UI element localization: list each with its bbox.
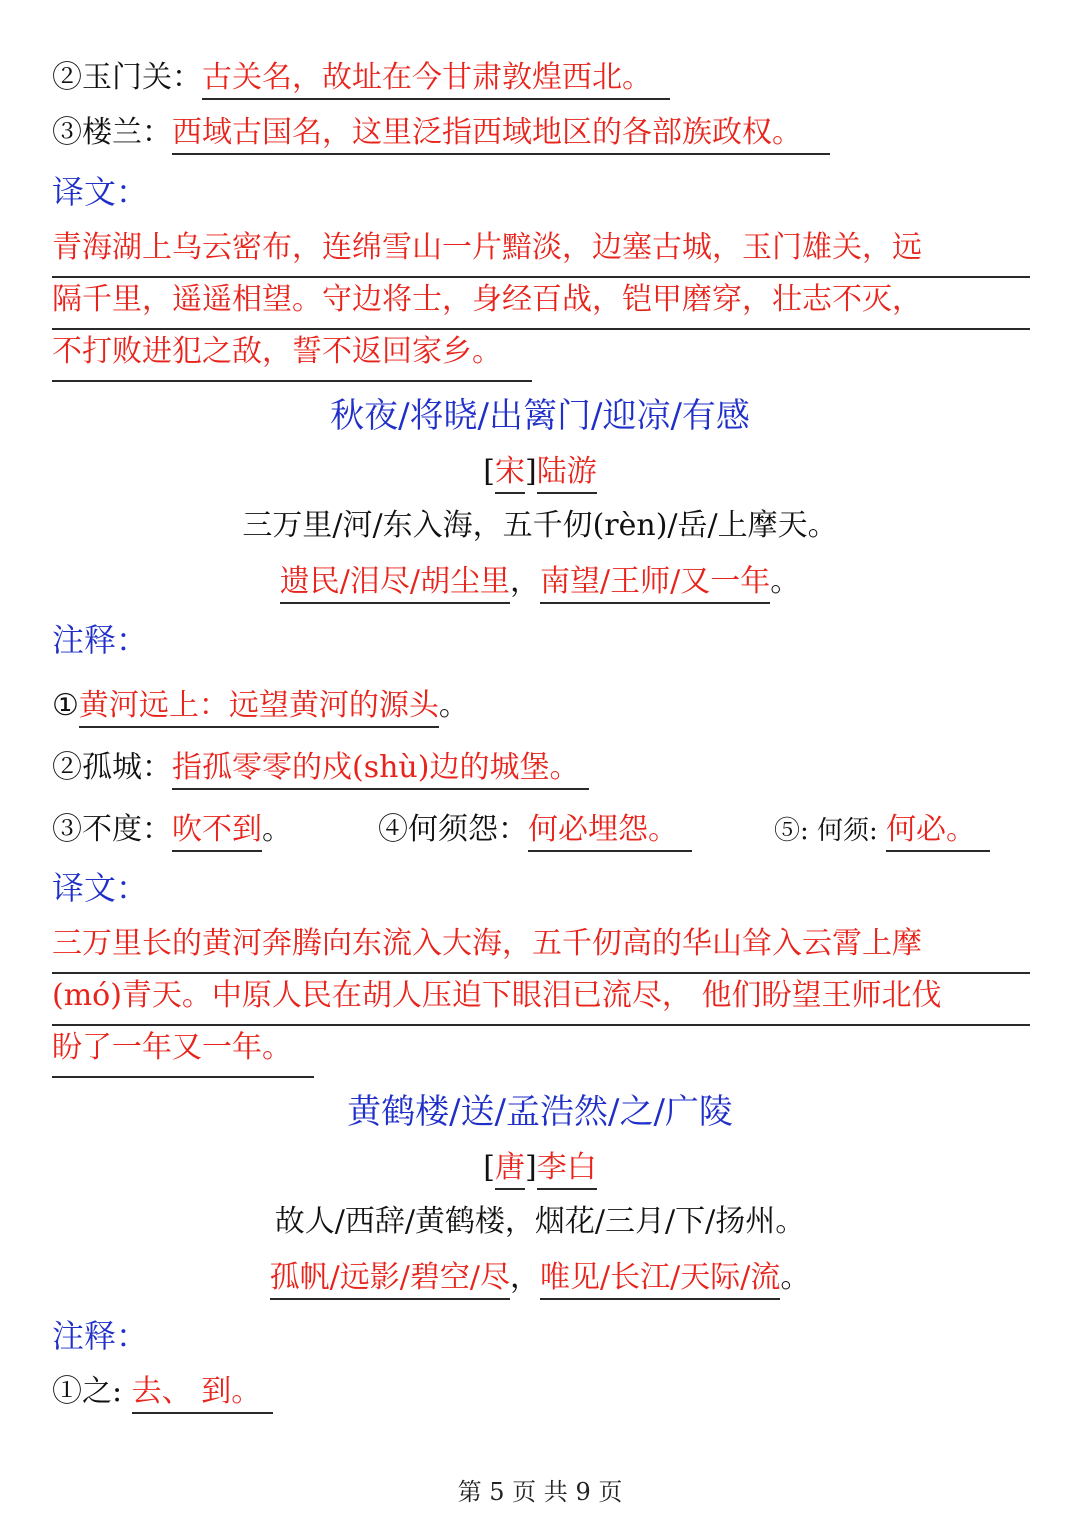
- notes-heading: 注释：: [52, 1317, 149, 1355]
- note-loulan: [52, 113, 1028, 155]
- poem-dynasty: 宋: [495, 453, 525, 494]
- note-label: ⑤: 何须:: [774, 816, 887, 846]
- note-label: ①之:: [52, 1374, 132, 1409]
- note-label: ②玉门关：: [52, 60, 202, 95]
- poem-line-1: 故人/西辞/黄鹤楼，烟花/三月/下/扬州。: [274, 1204, 806, 1239]
- note-text: 古关名，故址在今甘肃敦煌西北。: [202, 59, 670, 100]
- poem-line-1: 三万里/河/东入海，五千仞(rèn)/岳/上摩天。: [242, 508, 838, 543]
- poem-phrase: 遗民/泪尽/胡尘里: [280, 563, 510, 604]
- translation-text: 盼了一年又一年。: [52, 1030, 292, 1065]
- note-1: [52, 1372, 1028, 1414]
- translation-text: 不打败进犯之敌，誓不返回家乡。: [52, 334, 502, 369]
- translation-line: [52, 1026, 314, 1078]
- punctuation: ，: [510, 564, 540, 599]
- note-4: [378, 810, 692, 852]
- page-footer: 第 5 页 共 9 页: [457, 1478, 623, 1506]
- poem-author: [宋]陆游: [0, 452, 1080, 494]
- note-2: [52, 748, 1028, 790]
- note-label: ③楼兰：: [52, 115, 172, 150]
- note-5: [774, 810, 990, 852]
- note-3: [52, 810, 292, 852]
- note-text: 何必。: [886, 811, 990, 852]
- note-label: ①: [52, 688, 79, 723]
- note-text: 吹不到: [172, 811, 262, 852]
- translation-paragraph: [52, 922, 1030, 1078]
- poem-title: 秋夜/将晓/出篱门/迎凉/有感: [330, 396, 750, 436]
- note-label: ④何须怨：: [378, 812, 528, 847]
- note-1: [52, 686, 1028, 728]
- poem-line-2: [0, 562, 1080, 604]
- note-text: 指孤零零的戍(shù)边的城堡。: [172, 749, 589, 790]
- punctuation: ，: [510, 1260, 540, 1295]
- translation-text: 青海湖上乌云密布，连绵雪山一片黯淡，边塞古城，玉门雄关，远: [52, 230, 922, 265]
- note-text: 西域古国名，这里泛指西域地区的各部族政权。: [172, 114, 830, 155]
- poem-line-2: [0, 1258, 1080, 1300]
- translation-heading: 译文：: [52, 173, 149, 211]
- punctuation: 。: [262, 812, 292, 847]
- translation-text: 隔千里，遥遥相望。守边将士，身经百战，铠甲磨穿，壮志不灭，: [52, 282, 922, 317]
- translation-text: (mó)青天。中原人民在胡人压迫下眼泪已流尽， 他们盼望王师北伐: [52, 978, 942, 1013]
- poem-author: [唐]李白: [0, 1148, 1080, 1190]
- note-text: 何必埋怨。: [528, 811, 692, 852]
- punctuation: 。: [780, 1260, 811, 1295]
- translation-text: 三万里长的黄河奔腾向东流入大海，五千仞高的华山耸入云霄上摩: [52, 926, 922, 961]
- translation-line: [52, 974, 1030, 1026]
- poem-author-name: 陆游: [537, 453, 597, 494]
- translation-line: [52, 226, 1030, 278]
- poem-phrase: 南望/王师/又一年: [540, 563, 770, 604]
- punctuation: 。: [770, 564, 801, 599]
- note-text: 去、 到。: [132, 1373, 274, 1414]
- translation-paragraph: [52, 226, 1030, 382]
- poem-author-name: 李白: [537, 1149, 597, 1190]
- poem-dynasty: 唐: [495, 1149, 525, 1190]
- translation-line: [52, 278, 1030, 330]
- poem-phrase: 孤帆/远影/碧空/尽: [270, 1259, 510, 1300]
- note-yumenguan: [52, 58, 1028, 100]
- poem-title: 黄鹤楼/送/孟浩然/之/广陵: [347, 1092, 733, 1132]
- notes-heading: 注释：: [52, 621, 149, 659]
- punctuation: 。: [438, 688, 469, 723]
- poem-phrase: 唯见/长江/天际/流: [540, 1259, 780, 1300]
- translation-line: [52, 922, 1030, 974]
- note-label: ③不度：: [52, 812, 172, 847]
- note-text: 黄河远上：远望黄河的源头: [79, 687, 439, 728]
- note-label: ②孤城：: [52, 750, 172, 785]
- translation-heading: 译文：: [52, 869, 149, 907]
- translation-line: [52, 330, 532, 382]
